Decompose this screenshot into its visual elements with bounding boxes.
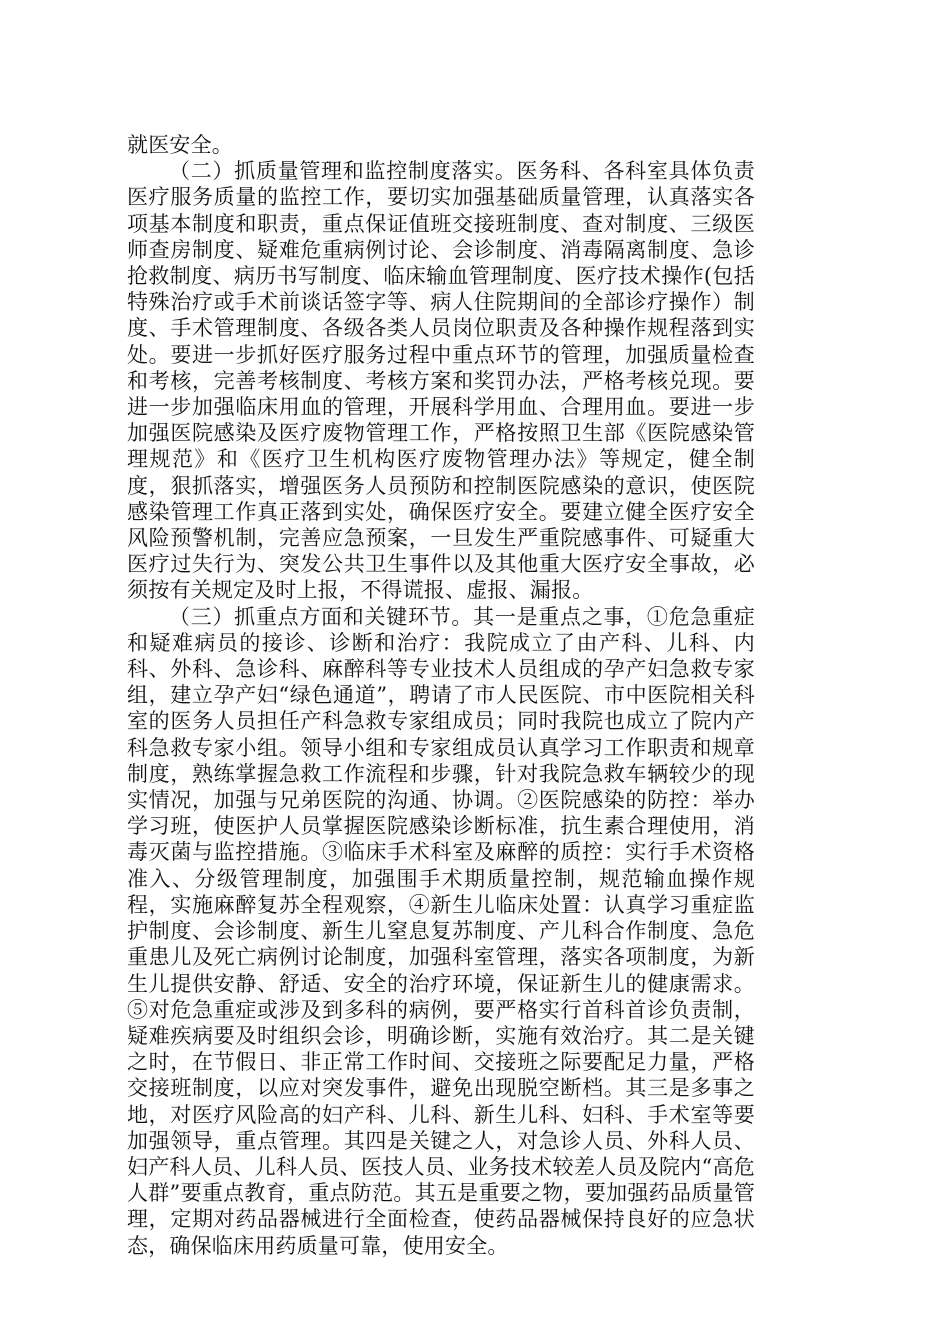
paragraph-continuation: 就医安全。 [127, 133, 233, 157]
paragraph-key-points: （三）抓重点方面和关键环节。其一是重点之事，①危急重症和疑难病员的接诊、诊断和治疗：我院成立了由产科、儿科、内科、外科、急诊科、麻醉科等专业技术人员组成的孕产妇急救专家组，建立孕产妇“绿色通道”，聘请了市人民医院、市中医院相关科室的医务人员担任产科急救专家组成员；同时我院也成立了院内产科急救专家小组。领导小组和专家组成员认真学习工作职责和规章制度，熟练掌握急救工作流程和步骤，针对我院急救车辆较少的现实情况，加强与兄弟医院的沟通、协调。②医院感染的防控：举办学习班，使医护人员掌握医院感染诊断标准，抗生素合理使用，消毒灭菌与监控措施。③临床手术科室及麻醉的质控：实行手术资格准入、分级管理制度，加强围手术期质量控制，规范输血操作规程，实施麻醉复苏全程观察，④新生儿临床处置：认真学习重症监护制度、会诊制度、新生儿窒息复苏制度、产儿科合作制度、急危重患儿及死亡病例讨论制度，加强科室管理，落实各项制度，为新生儿提供安静、舒适、安全的治疗环境，保证新生儿的健康需求。⑤对危急重症或涉及到多科的病例，要严格实行首科首诊负责制，疑难疾病要及时组织会诊，明确诊断，实施有效治疗。其二是关键之时，在节假日、非正常工作时间、交接班之际要配足力量，严格交接班制度，以应对突发事件，避免出现脱空断档。其三是多事之地，对医疗风险高的妇产科、儿科、新生儿科、妇科、手术室等要加强领导，重点管理。其四是关键之人，对急诊人员、外科人员、妇产科人员、儿科人员、医技人员、业务技术较差人员及院内“高危人群”要重点教育，重点防范。其五是重要之物，要加强药品质量管理，定期对药品器械进行全面检查，使药品器械保持良好的应急状态，确保临床用药质量可靠，使用安全。 [127, 604, 755, 1258]
paragraph-quality-management: （二）抓质量管理和监控制度落实。医务科、各科室具体负责医疗服务质量的监控工作，要切实加强基础质量管理，认真落实各项基本制度和职责，重点保证值班交接班制度、查对制度、三级医师查房制度、疑难危重病例讨论、会诊制度、消毒隔离制度、急诊抢救制度、病历书写制度、临床输血管理制度、医疗技术操作(包括特殊治疗或手术前谈话签字等、病人住院期间的全部诊疗操作）制度、手术管理制度、各级各类人员岗位职责及各种操作规程落到实处。要进一步抓好医疗服务过程中重点环节的管理，加强质量检查和考核，完善考核制度、考核方案和奖罚办法，严格考核兑现。要进一步加强临床用血的管理，开展科学用血、合理用血。要进一步加强医院感染及医疗废物管理工作，严格按照卫生部《医院感染管理规范》和《医疗卫生机构医疗废物管理办法》等规定，健全制度，狠抓落实，增强医务人员预防和控制医院感染的意识，使医院感染管理工作真正落到实处，确保医疗安全。要建立健全医疗安全风险预警机制，完善应急预案，一旦发生严重院感事件、可疑重大医疗过失行为、突发公共卫生事件以及其他重大医疗安全事故，必须按有关规定及时上报，不得谎报、虚报、漏报。 [127, 159, 755, 603]
document-body [127, 132, 755, 1259]
